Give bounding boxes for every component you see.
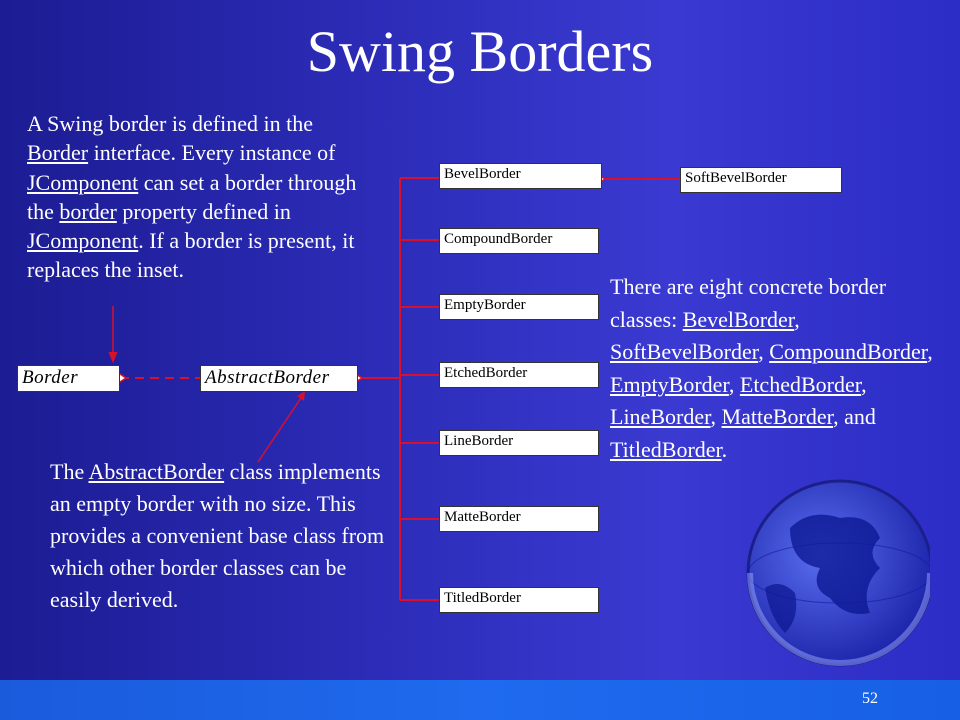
footer-bar — [0, 680, 960, 720]
callout-abstract — [258, 395, 303, 462]
paragraph-text: . If a border is present, it replaces the inset. — [27, 228, 355, 283]
slide-title: Swing Borders — [306, 19, 654, 84]
class-name-link: JComponent — [27, 169, 139, 195]
compound-border-box: CompoundBorder — [439, 228, 599, 254]
paragraph-text: A Swing border is defined in the — [27, 111, 313, 136]
paragraph-text: , — [927, 339, 933, 364]
class-name-link: MatteBorder — [721, 404, 834, 429]
bevel-border-box: BevelBorder — [439, 163, 602, 189]
class-name-link: EmptyBorder — [610, 371, 729, 397]
globe-icon — [730, 468, 930, 683]
etched-border-box: EtchedBorder — [439, 362, 599, 388]
paragraph-text: . — [721, 436, 728, 462]
class-name-link: LineBorder — [610, 404, 711, 429]
callout-abstract-head — [297, 391, 305, 401]
class-name-link: CompoundBorder — [769, 339, 928, 364]
class-name-link: Border — [27, 140, 89, 166]
class-name-link: JComponent — [27, 228, 139, 254]
titled-border-box: TitledBorder — [439, 587, 599, 613]
class-name-link: SoftBevelBorder — [610, 339, 759, 364]
class-name-link: TitledBorder — [610, 436, 722, 462]
paragraph-text: , — [861, 371, 867, 397]
line-border-box: LineBorder — [439, 430, 599, 456]
class-name-link: EtchedBorder — [739, 371, 862, 397]
callout-border-head — [109, 352, 117, 362]
paragraph-text: , — [758, 339, 770, 364]
matte-border-box: MatteBorder — [439, 506, 599, 532]
empty-border-box: EmptyBorder — [439, 294, 599, 320]
border-interface-box: Border — [17, 365, 120, 392]
paragraph-text: can set a border through the — [27, 169, 357, 224]
paragraph-text: , and — [833, 404, 876, 429]
class-name-link: border — [59, 198, 117, 224]
paragraph-text: class implements an empty border with no size. This provides a convenient base class from which other border classes can be easily derived. — [50, 459, 385, 612]
page-number: 52 — [862, 690, 878, 707]
paragraph-text: , — [710, 404, 722, 429]
abstract-border-box: AbstractBorder — [200, 365, 358, 392]
paragraph-text: property defined in — [116, 198, 291, 224]
paragraph-text: , — [728, 371, 740, 397]
soft-bevel-border-box: SoftBevelBorder — [680, 167, 842, 193]
paragraph-text: The — [50, 459, 89, 484]
paragraph-text: There are eight concrete border classes: — [610, 274, 887, 332]
paragraph-text: interface. Every instance of — [88, 140, 336, 166]
paragraph-text: , — [794, 306, 800, 332]
class-name-link: AbstractBorder — [88, 459, 225, 484]
class-name-link: BevelBorder — [682, 306, 795, 332]
